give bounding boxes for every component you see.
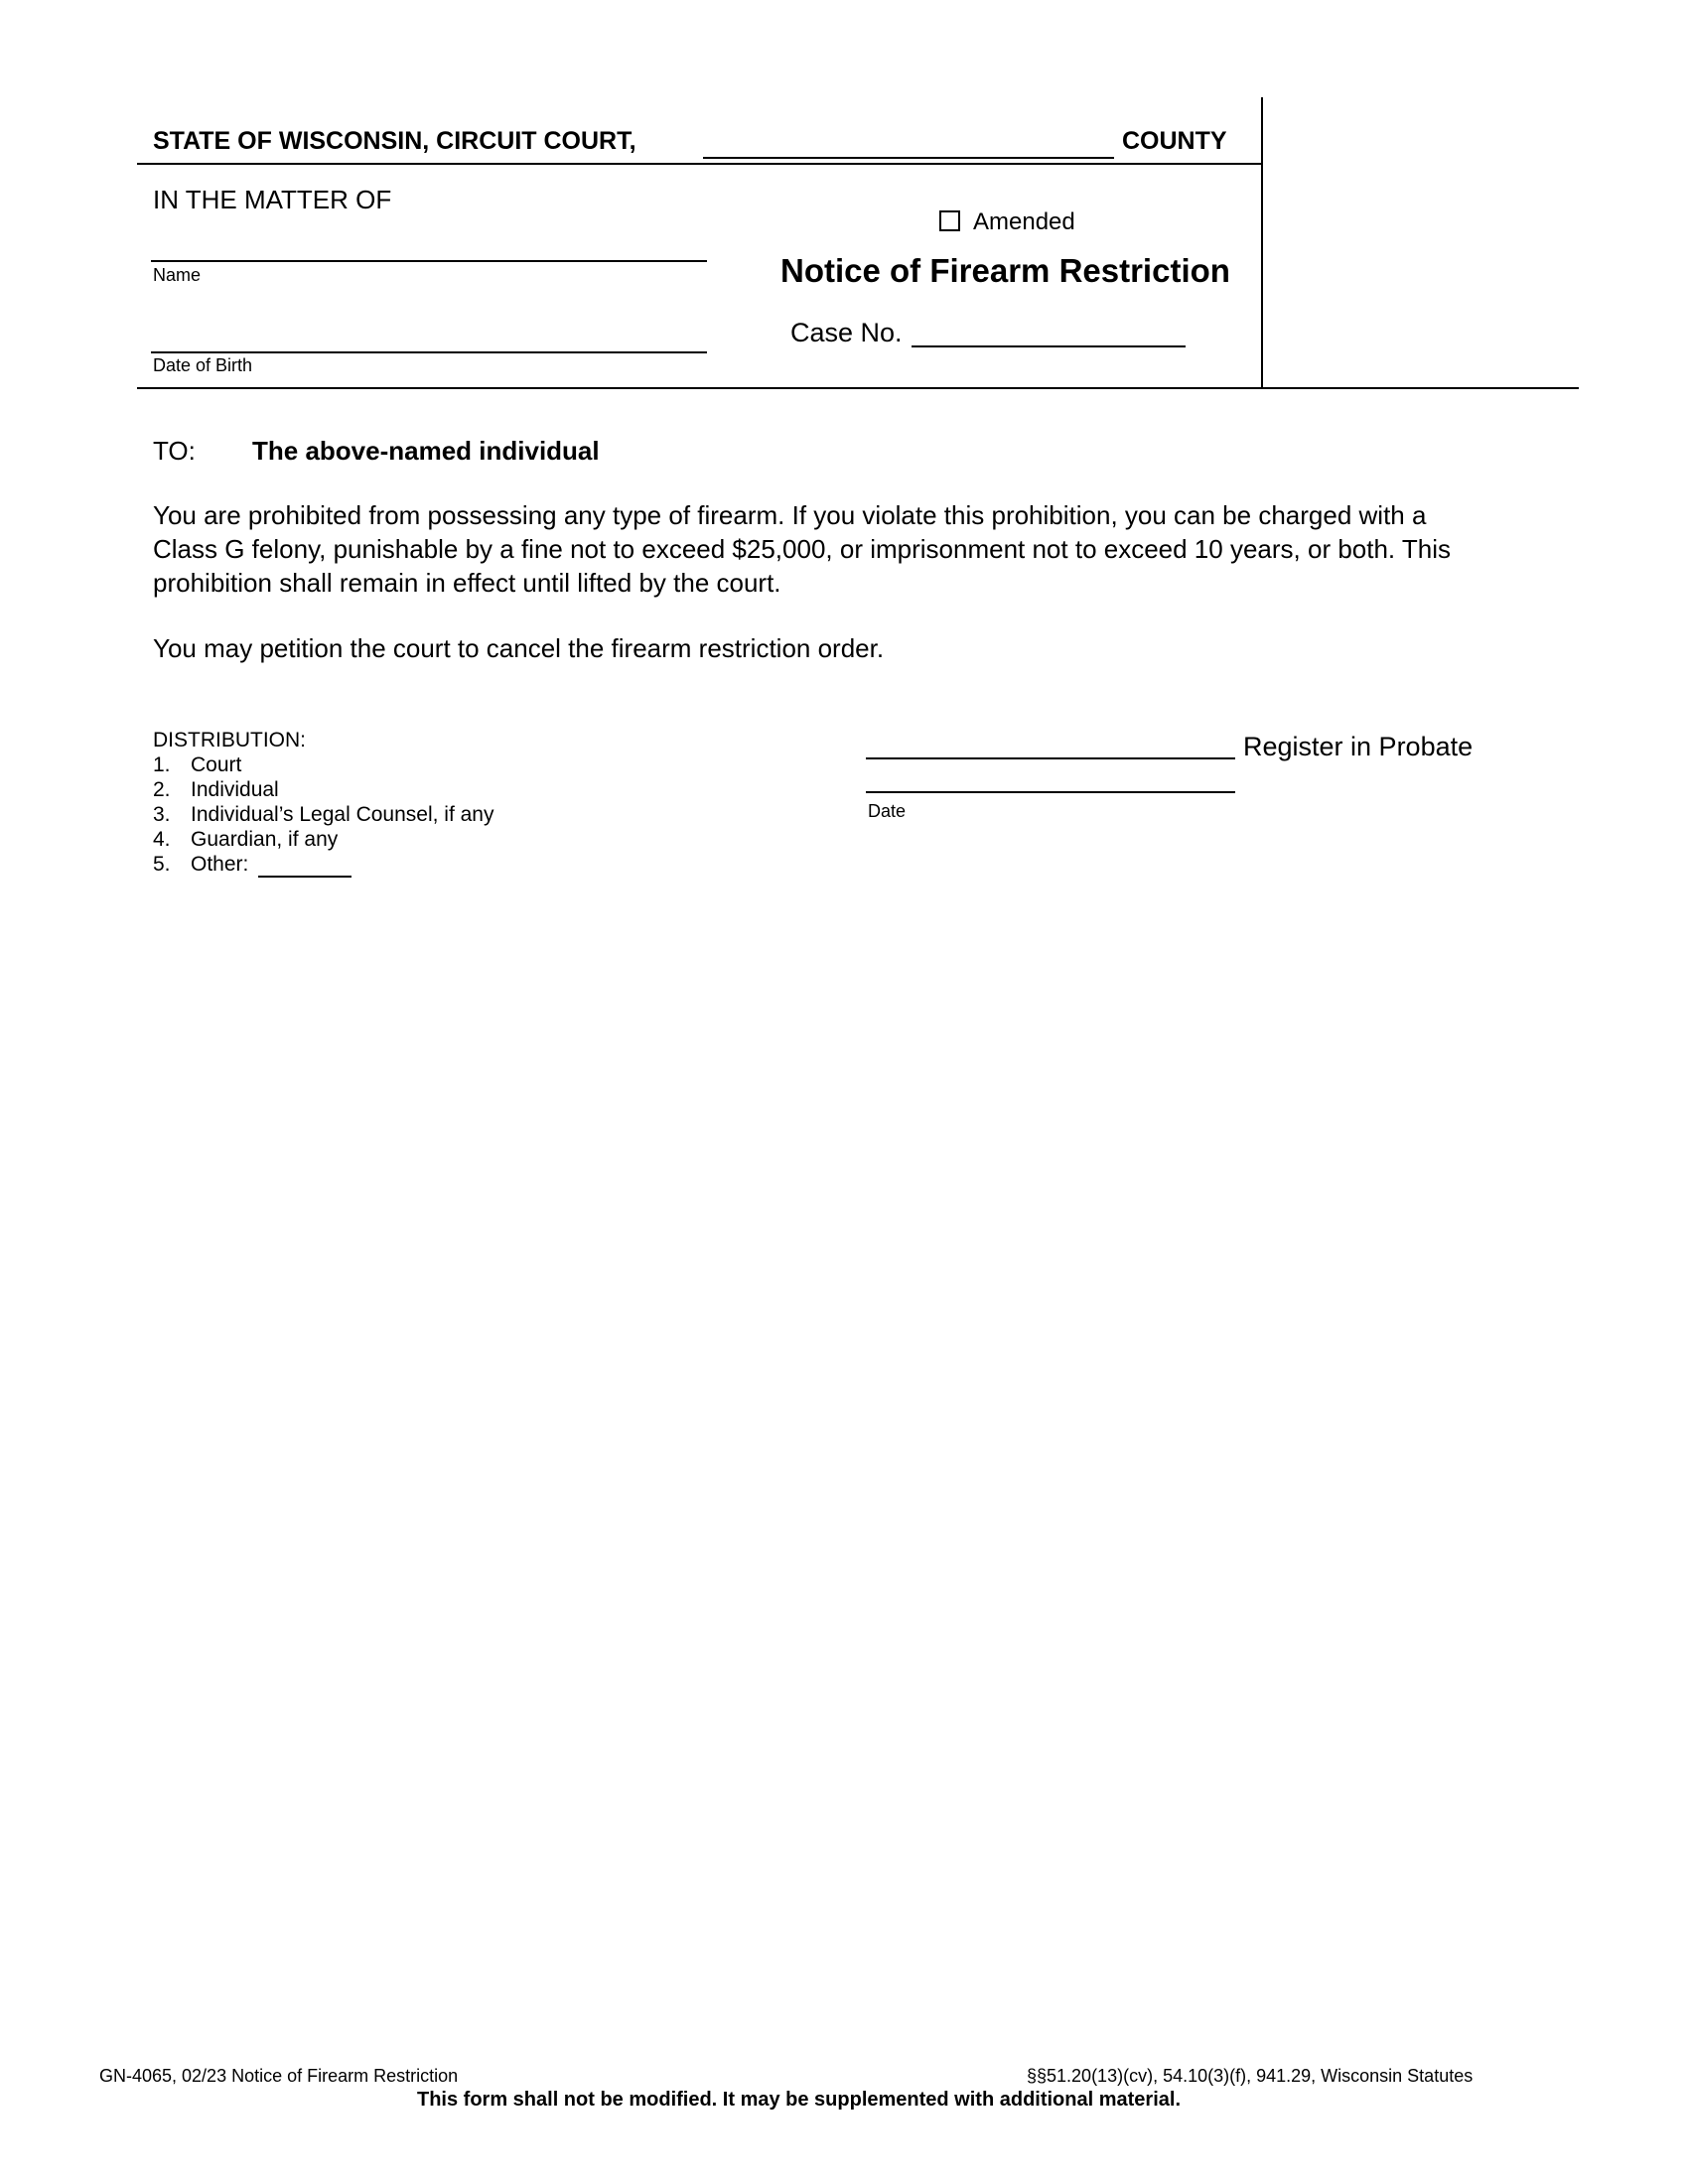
prohibition-line: Class G felony, punishable by a fine not to exceed $25,000, or imprisonment not to exceed 10 years, or both. This xyxy=(153,534,1452,564)
name-field[interactable] xyxy=(151,230,707,262)
county-label: COUNTY xyxy=(1122,127,1227,155)
to-recipient: The above-named individual xyxy=(252,436,600,466)
heading-rule xyxy=(137,163,1263,165)
name-label: Name xyxy=(153,265,202,285)
amended-label: Amended xyxy=(973,208,1075,235)
date-of-birth-field[interactable] xyxy=(151,322,707,353)
signature-date-label: Date xyxy=(868,801,907,821)
distribution-heading: DISTRIBUTION: xyxy=(153,729,307,751)
distribution-item xyxy=(153,778,279,802)
petition-paragraph: You may petition the court to cancel the firearm restriction order. xyxy=(153,633,885,663)
statutes-citation: §§51.20(13)(cv), 54.10(3)(f), 941.29, Wisconsin Statutes xyxy=(1027,2066,1474,2086)
caption-vertical-rule xyxy=(1261,97,1263,387)
distribution-item-label: Other: xyxy=(191,853,249,876)
amended-checkbox[interactable] xyxy=(939,210,960,231)
court-heading: STATE OF WISCONSIN, CIRCUIT COURT, xyxy=(153,127,636,155)
distribution-item-number: 1. xyxy=(153,753,171,776)
distribution-item-label: Court xyxy=(191,753,242,776)
distribution-item-number: 3. xyxy=(153,803,171,826)
distribution-item xyxy=(153,753,241,777)
distribution-item-label: Guardian, if any xyxy=(191,828,339,851)
caption-bottom-rule xyxy=(137,387,1579,389)
register-in-probate-label: Register in Probate xyxy=(1243,732,1474,761)
distribution-item-number: 4. xyxy=(153,828,171,851)
signature-date-line[interactable] xyxy=(866,791,1235,793)
case-no-field[interactable] xyxy=(912,316,1186,347)
distribution-item xyxy=(153,853,248,877)
county-field[interactable] xyxy=(703,127,1114,159)
distribution-item xyxy=(153,828,338,852)
prohibition-line: prohibition shall remain in effect until lifted by the court. xyxy=(153,568,781,598)
to-label: TO: xyxy=(153,436,196,466)
distribution-item xyxy=(153,803,493,827)
distribution-other-field[interactable] xyxy=(258,854,352,878)
form-title: Notice of Firearm Restriction xyxy=(780,252,1230,289)
distribution-item-label: Individual xyxy=(191,778,279,801)
distribution-item-number: 5. xyxy=(153,853,171,876)
prohibition-paragraph xyxy=(153,498,1583,600)
register-signature-line[interactable] xyxy=(866,757,1235,759)
date-of-birth-label: Date of Birth xyxy=(153,355,253,375)
distribution-item-number: 2. xyxy=(153,778,171,801)
form-id: GN-4065, 02/23 Notice of Firearm Restriction xyxy=(99,2066,459,2086)
distribution-item-label: Individual’s Legal Counsel, if any xyxy=(191,803,494,826)
in-the-matter-of: IN THE MATTER OF xyxy=(153,185,392,214)
case-no-label: Case No. xyxy=(790,318,903,347)
modification-notice: This form shall not be modified. It may be supplemented with additional material. xyxy=(417,2089,1181,2111)
prohibition-line: You are prohibited from possessing any type of firearm. If you violate this prohibition, you can be charged with a xyxy=(153,500,1427,530)
